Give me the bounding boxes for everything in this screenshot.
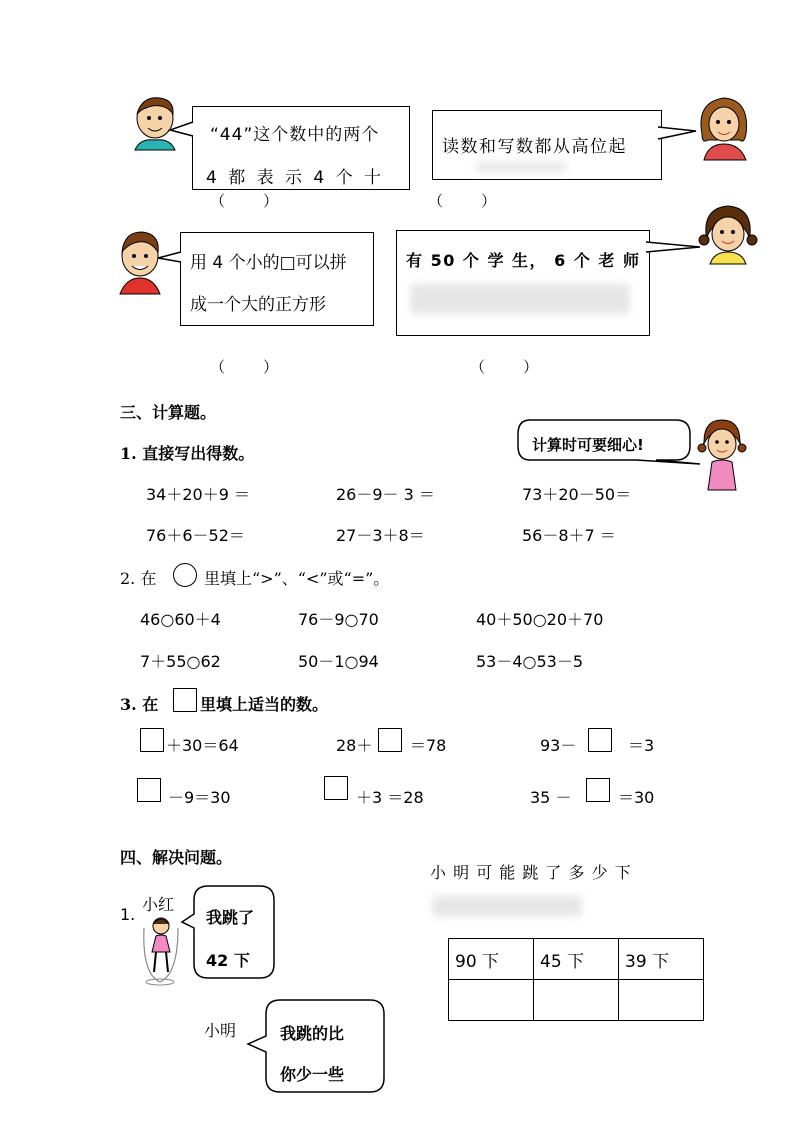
section-3-title: 三、计算题。 <box>120 403 217 422</box>
q3-item-e: ＋3 ＝28 <box>356 788 424 807</box>
statement-2-text: 读数和写数都从高位起 <box>442 137 627 157</box>
xiaoming-bubble-line2: 你少一些 <box>280 1065 345 1084</box>
q1-item-1: 34＋20＋9 ＝ <box>146 485 250 504</box>
answer-cell-1[interactable] <box>449 980 534 1021</box>
answer-cell-2[interactable] <box>534 980 619 1021</box>
q2-item-1: 46○60＋4 <box>140 610 221 629</box>
answer-paren-1: （ ） <box>210 192 279 210</box>
q3-title-a: 3. 在 <box>120 695 159 714</box>
q3-item-d: －9＝30 <box>168 788 231 807</box>
answer-paren-4: （ ） <box>470 358 539 376</box>
blank-box-e[interactable] <box>324 776 348 800</box>
answer-cell-3[interactable] <box>619 980 704 1021</box>
statement-3-line1: 用 4 个小的□可以拼 <box>190 253 347 273</box>
option-1: 90 下 <box>449 939 534 980</box>
section-4-title: 四、解决问题。 <box>120 848 233 867</box>
q2-item-6: 53－4○53－5 <box>476 652 584 671</box>
q3-title-b: 里填上适当的数。 <box>200 695 329 714</box>
q4-number: 1. <box>120 905 136 924</box>
speech-tail-3 <box>158 250 182 266</box>
q3-item-b-left: 28＋ <box>336 736 373 755</box>
statement-1-line2: 4 都 表 示 4 个 十 <box>206 168 385 188</box>
q2-title-b: 里填上“>”、“<”或“=”。 <box>204 569 390 588</box>
statement-4-text: 有 50 个 学 生， 6 个 老 师 <box>406 251 641 270</box>
blank-box-a[interactable] <box>140 728 164 752</box>
option-3: 39 下 <box>619 939 704 980</box>
xiaohong-bubble-line2: 42 下 <box>206 951 250 970</box>
blurred-area-3 <box>432 896 582 916</box>
statement-box-4 <box>396 230 650 336</box>
answer-paren-2: （ ） <box>428 192 497 210</box>
xiaoming-label: 小明 <box>204 1021 237 1040</box>
xiaohong-label: 小红 <box>142 895 175 914</box>
q2-item-5: 50－1○94 <box>298 652 379 671</box>
blurred-area-2 <box>410 284 630 314</box>
blank-box-b[interactable] <box>378 728 402 752</box>
q3-item-a: ＋30＝64 <box>166 736 239 755</box>
speech-tail-2 <box>658 125 698 143</box>
q2-item-3: 40＋50○20＋70 <box>476 610 604 629</box>
q1-title: 1. 直接写出得数。 <box>120 444 255 463</box>
q3-item-c-right: ＝3 <box>628 736 655 755</box>
q3-item-b-right: ＝78 <box>410 736 447 755</box>
q1-item-4: 76＋6－52＝ <box>146 526 245 545</box>
q2-title-a: 2. 在 <box>120 569 157 588</box>
speech-tail-4 <box>646 240 702 256</box>
blurred-area-1 <box>476 162 566 172</box>
q3-item-f-left: 35 － <box>530 788 572 807</box>
q1-item-3: 73＋20－50＝ <box>522 485 632 504</box>
q1-item-2: 26－9－ 3 ＝ <box>336 485 435 504</box>
q2-item-4: 7＋55○62 <box>140 652 221 671</box>
q3-item-f-right: ＝30 <box>618 788 655 807</box>
statement-3-line2: 成一个大的正方形 <box>190 295 326 315</box>
options-table <box>448 938 704 1021</box>
statement-1-line1: “44”这个数中的两个 <box>210 125 380 145</box>
xiaoming-bubble-line1: 我跳的比 <box>280 1024 345 1043</box>
blank-box-d[interactable] <box>137 778 161 802</box>
answer-paren-3: （ ） <box>210 358 279 376</box>
circle-symbol <box>173 563 197 587</box>
hint-text: 计算时可要细心! <box>532 436 644 454</box>
option-2: 45 下 <box>534 939 619 980</box>
q3-item-c-left: 93－ <box>540 736 577 755</box>
speech-tail-1 <box>170 120 194 140</box>
blank-box-f[interactable] <box>586 778 610 802</box>
blank-box-symbol <box>173 688 197 712</box>
q4-question: 小 明 可 能 跳 了 多 少 下 <box>430 863 632 882</box>
xiaohong-bubble-line1: 我跳了 <box>206 908 255 927</box>
blank-box-c[interactable] <box>588 728 612 752</box>
q1-item-5: 27－3＋8＝ <box>336 526 425 545</box>
q2-item-2: 76－9○70 <box>298 610 379 629</box>
q1-item-6: 56－8＋7 ＝ <box>522 526 616 545</box>
